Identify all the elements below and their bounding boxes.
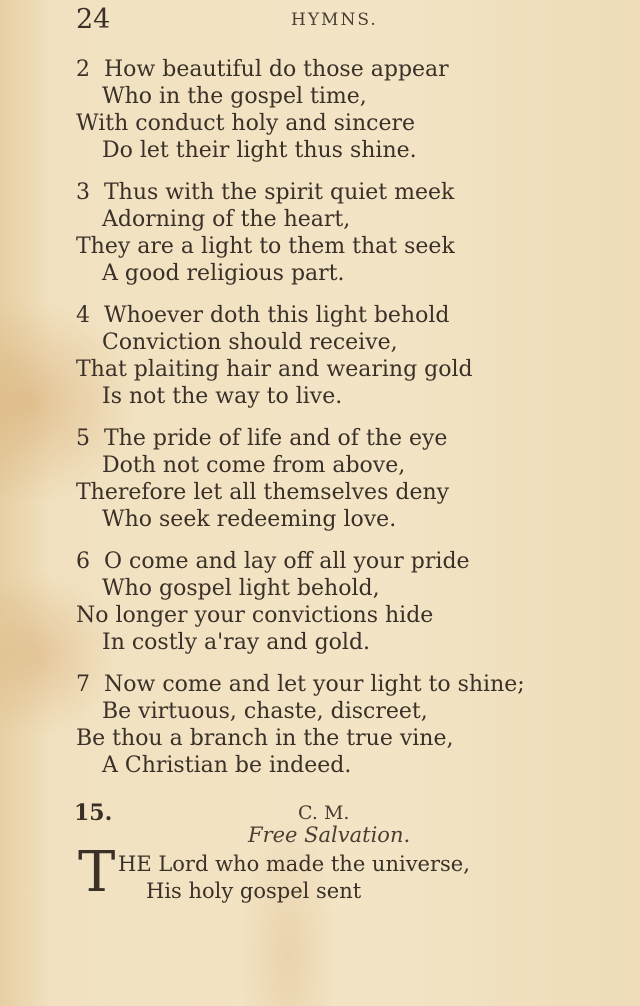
verse-number: 6	[76, 549, 90, 574]
verse-6	[76, 548, 596, 656]
verse-line-text: The pride of life and of the eye	[104, 426, 448, 451]
verse-line: A Christian be indeed.	[102, 753, 352, 778]
verse-line: In costly a'ray and gold.	[102, 630, 371, 655]
verse-line: Conviction should receive,	[102, 330, 398, 355]
verse-line-text: O come and lay off all your pride	[104, 549, 470, 574]
verse-line	[76, 302, 596, 329]
verse-line: They are a light to them that seek	[76, 234, 455, 259]
verse-line: HE Lord who made the universe,	[118, 852, 470, 876]
verse-line: Is not the way to live.	[102, 384, 343, 409]
verse-line	[76, 671, 596, 698]
drop-cap: T	[78, 840, 116, 905]
verse-line-text: How beautiful do those appear	[104, 57, 449, 82]
verse-line: That plaiting hair and wearing gold	[76, 357, 473, 382]
verse-line	[76, 56, 596, 83]
verse-line	[76, 548, 596, 575]
verse-line: With conduct holy and sincere	[76, 111, 416, 136]
verse-line-text: Thus with the spirit quiet meek	[104, 180, 455, 205]
verse-line: A good religious part.	[102, 261, 345, 286]
hymn-title: Free Salvation.	[248, 823, 411, 847]
verse-line: Who gospel light behold,	[102, 576, 380, 601]
running-title: HYMNS.	[291, 10, 378, 30]
verse-number: 4	[76, 303, 90, 328]
verse-number: 5	[76, 426, 90, 451]
verse-line	[76, 425, 596, 452]
verse-5	[76, 425, 596, 533]
verse-3	[76, 179, 596, 287]
verse-4	[76, 302, 596, 410]
verse-line: No longer your convictions hide	[76, 603, 434, 628]
verse-line: Adorning of the heart,	[102, 207, 351, 232]
verse-line: His holy gospel sent	[146, 879, 362, 903]
hymn-opening	[118, 851, 470, 905]
verse-line: Who in the gospel time,	[102, 84, 367, 109]
verse-number: 3	[76, 180, 90, 205]
hymn-meter: C. M.	[298, 802, 350, 824]
verse-7	[76, 671, 596, 779]
verse-line: Doth not come from above,	[102, 453, 406, 478]
verse-line: Do let their light thus shine.	[102, 138, 417, 163]
verse-number: 2	[76, 57, 90, 82]
verse-line: Be thou a branch in the true vine,	[76, 726, 454, 751]
verse-line: Who seek redeeming love.	[102, 507, 397, 532]
verse-number: 7	[76, 672, 90, 697]
verse-line	[76, 179, 596, 206]
page-header	[76, 4, 596, 34]
page-number: 24	[76, 4, 111, 35]
verse-line-text: Now come and let your light to shine;	[104, 672, 525, 697]
hymn-number: 15.	[74, 800, 113, 826]
verse-2	[76, 56, 596, 164]
verse-line: Be virtuous, chaste, discreet,	[102, 699, 428, 724]
verse-line: Therefore let all themselves deny	[76, 480, 450, 505]
verse-line-text: Whoever doth this light behold	[104, 303, 450, 328]
